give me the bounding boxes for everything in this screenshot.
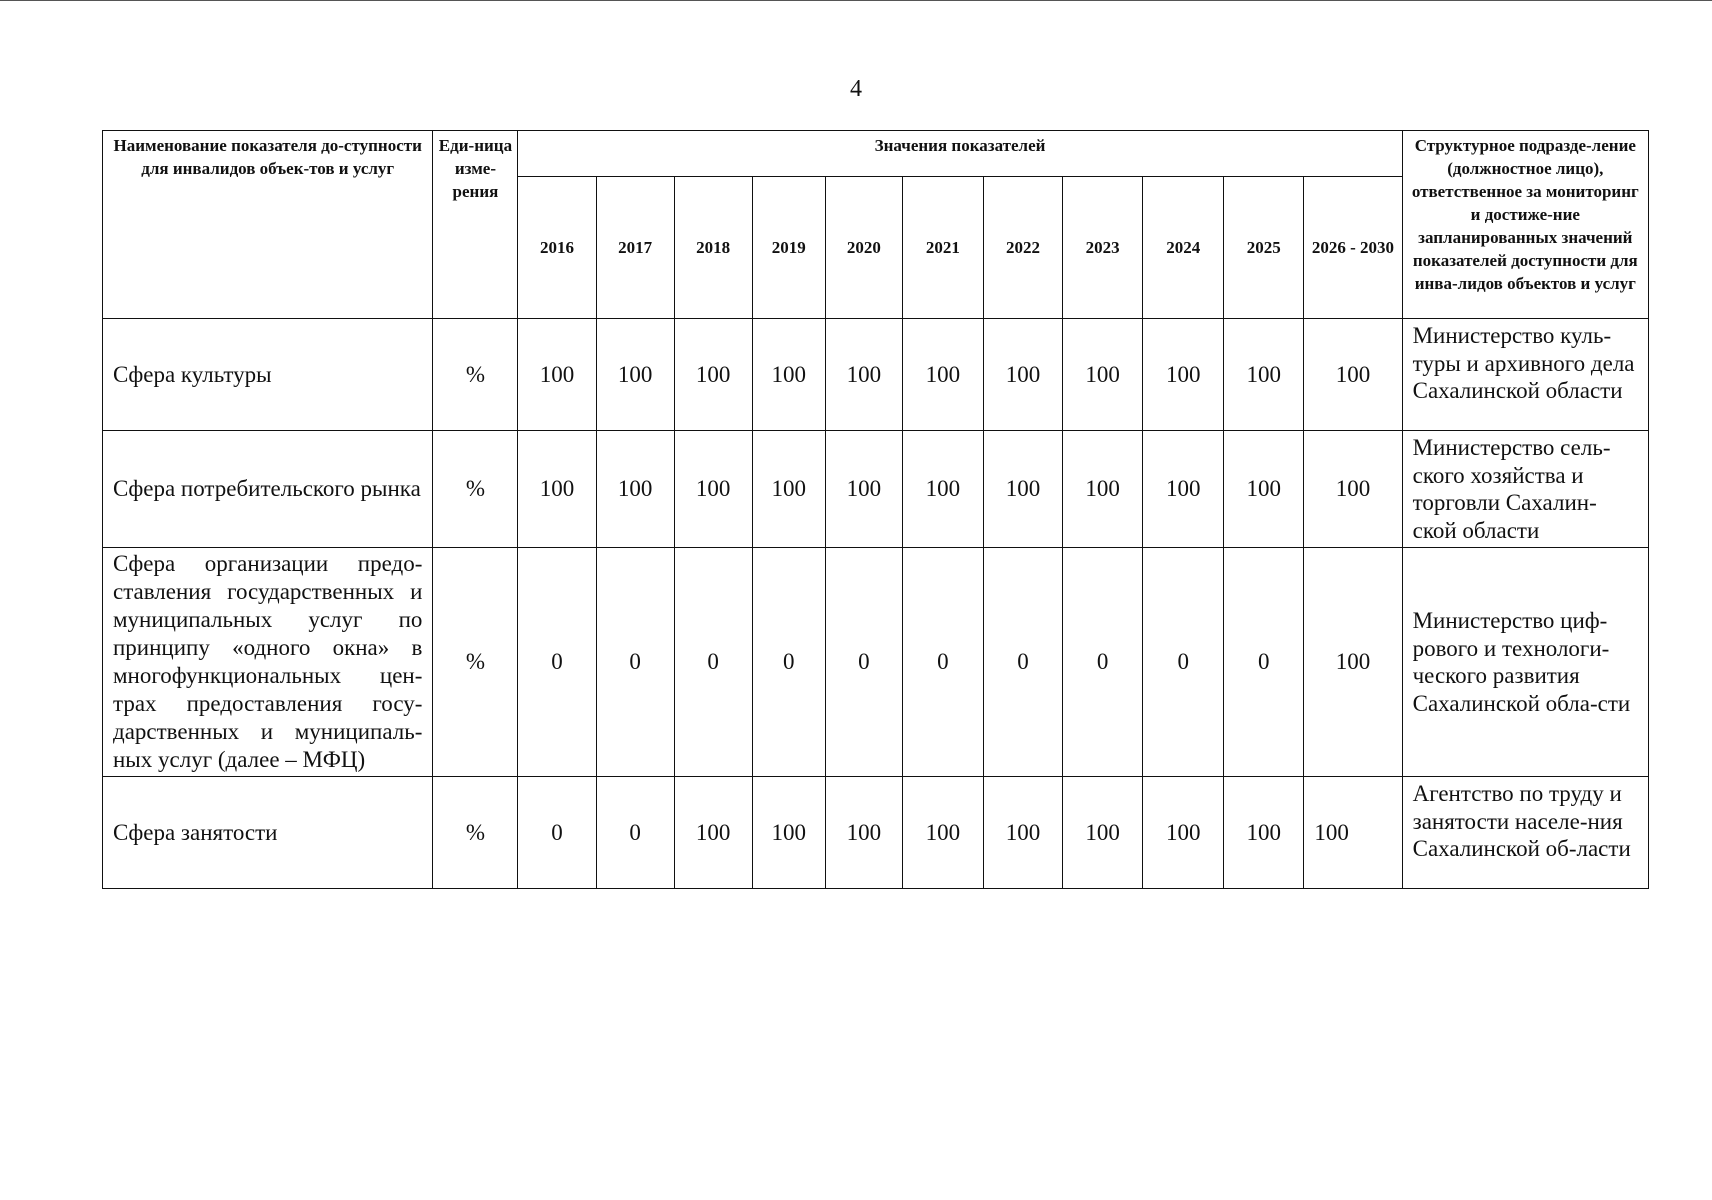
header-year: 2024 xyxy=(1143,177,1224,319)
value-cell: 0 xyxy=(902,548,983,777)
value-cell: 0 xyxy=(596,548,674,777)
value-cell: 100 xyxy=(674,777,752,889)
header-year: 2022 xyxy=(983,177,1062,319)
indicators-table xyxy=(102,130,1649,889)
header-year: 2017 xyxy=(596,177,674,319)
header-year: 2021 xyxy=(902,177,983,319)
value-cell: 100 xyxy=(596,431,674,548)
value-cell: 100 xyxy=(674,319,752,431)
header-year: 2023 xyxy=(1063,177,1143,319)
row-name-text: Сфера организации предо-ставления государственных и муниципальных услуг по принципу «одного окна» в многофункциональных цен-трах предоставления госу-дарственных и муниципаль- xyxy=(113,551,423,744)
value-cell: 100 xyxy=(752,431,825,548)
row-unit: % xyxy=(433,777,518,889)
value-cell: 0 xyxy=(1063,548,1143,777)
value-cell: 100 xyxy=(983,431,1062,548)
top-border-line xyxy=(0,0,1712,1)
value-cell: 100 xyxy=(902,319,983,431)
value-cell: 100 xyxy=(1063,319,1143,431)
value-cell: 100 xyxy=(1304,777,1402,889)
value-cell: 100 xyxy=(1304,319,1402,431)
value-cell: 0 xyxy=(1224,548,1304,777)
header-responsible: Структурное подразде-ление (должностное лицо), ответственное за мониторинг и достиже-ние запланированных значений показателей доступности для инва-лидов объектов и услуг xyxy=(1402,131,1648,319)
value-cell: 0 xyxy=(518,548,596,777)
value-cell: 100 xyxy=(1143,319,1224,431)
value-cell: 100 xyxy=(983,777,1062,889)
value-cell: 100 xyxy=(674,431,752,548)
value-cell: 100 xyxy=(752,319,825,431)
table-row-employment xyxy=(103,777,1649,889)
value-cell: 100 xyxy=(752,777,825,889)
value-cell: 0 xyxy=(983,548,1062,777)
header-year: 2018 xyxy=(674,177,752,319)
page-number: 4 xyxy=(850,76,862,102)
value-cell: 100 xyxy=(1143,777,1224,889)
header-indicator: Наименование показателя до-ступности для инвалидов объек-тов и услуг xyxy=(103,131,433,319)
row-unit: % xyxy=(433,431,518,548)
value-cell: 100 xyxy=(825,431,902,548)
row-name: Сфера потребительского рынка xyxy=(103,431,433,548)
row-responsible: Министерство сель-ского хозяйства и торговли Сахалин-ской области xyxy=(1402,431,1648,548)
value-cell: 0 xyxy=(674,548,752,777)
value-cell: 0 xyxy=(825,548,902,777)
value-cell: 100 xyxy=(1063,431,1143,548)
value-cell: 0 xyxy=(752,548,825,777)
row-unit: % xyxy=(433,319,518,431)
value-cell: 100 xyxy=(596,319,674,431)
value-cell: 100 xyxy=(1224,319,1304,431)
value-cell: 100 xyxy=(1304,548,1402,777)
table-row-consumer-market xyxy=(103,431,1649,548)
value-cell: 0 xyxy=(596,777,674,889)
row-name: Сфера культуры xyxy=(103,319,433,431)
row-responsible: Агентство по труду и занятости населе-ния Сахалинской об-ласти xyxy=(1402,777,1648,889)
row-responsible: Министерство куль-туры и архивного дела Сахалинской области xyxy=(1402,319,1648,431)
row-unit: % xyxy=(433,548,518,777)
header-year: 2016 xyxy=(518,177,596,319)
header-year: 2019 xyxy=(752,177,825,319)
value-cell: 0 xyxy=(1143,548,1224,777)
row-responsible: Министерство циф-рового и технологи-ческого развития Сахалинской обла-сти xyxy=(1402,548,1648,777)
header-values-group: Значения показателей xyxy=(518,131,1402,177)
value-cell: 100 xyxy=(1063,777,1143,889)
header-row-top xyxy=(103,131,1649,177)
header-year: 2025 xyxy=(1224,177,1304,319)
value-cell: 100 xyxy=(1143,431,1224,548)
value-cell: 100 xyxy=(983,319,1062,431)
value-cell: 100 xyxy=(825,319,902,431)
row-name xyxy=(103,548,433,777)
value-cell: 100 xyxy=(1304,431,1402,548)
header-year: 2020 xyxy=(825,177,902,319)
value-cell: 0 xyxy=(518,777,596,889)
value-cell: 100 xyxy=(518,319,596,431)
value-cell: 100 xyxy=(518,431,596,548)
value-cell: 100 xyxy=(825,777,902,889)
value-cell: 100 xyxy=(1224,777,1304,889)
row-name: Сфера занятости xyxy=(103,777,433,889)
value-cell: 100 xyxy=(902,431,983,548)
value-cell: 100 xyxy=(1224,431,1304,548)
header-year: 2026 - 2030 xyxy=(1304,177,1402,319)
value-cell: 100 xyxy=(902,777,983,889)
row-name-last-line: ных услуг (далее – МФЦ) xyxy=(113,747,366,772)
header-unit: Еди-ница изме-рения xyxy=(433,131,518,319)
table-row-mfc xyxy=(103,548,1649,777)
table-row-culture xyxy=(103,319,1649,431)
